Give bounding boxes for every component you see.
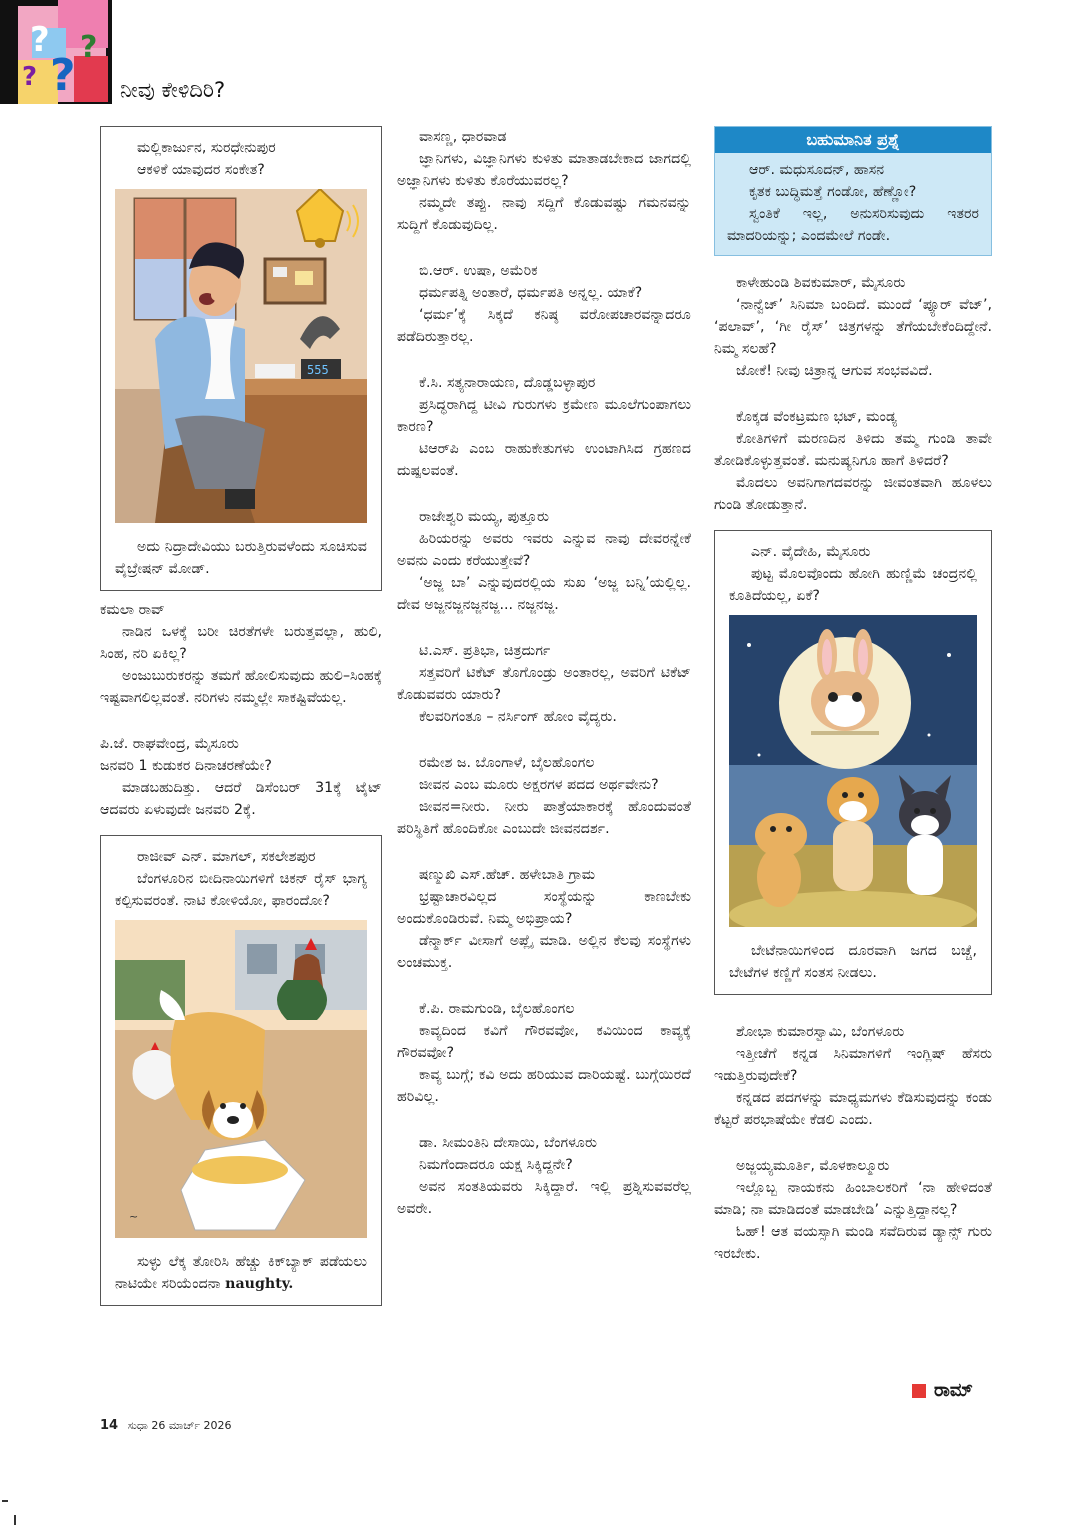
question-text: ಜ್ಞಾನಿಗಳು, ವಿಜ್ಞಾನಿಗಳು ಕುಳಿತು ಮಾತಾಡಬೇಕಾದ ಜಾಗದಲ್ಲಿ ಅಜ್ಞಾನಿಗಳು ಕುಳಿತು ಕೊರೆಯುವರಲ್ಲ? — [397, 151, 691, 189]
question-text: ಆಕಳಿಕೆ ಯಾವುದರ ಸಂಕೇತ? — [137, 162, 265, 178]
answer-text: ಅದು ನಿದ್ರಾದೇವಿಯು ಬರುತ್ತಿರುವಳೆಂದು ಸೂಚಿಸುವ ವೈಬ್ರೇಷನ್ ಮೋಡ್. — [115, 539, 367, 577]
featured-heading: ಬಹುಮಾನಿತ ಪ್ರಶ್ನೆ — [715, 127, 991, 153]
asker-name: ಬಿ.ಆರ್. ಉಷಾ, ಅಮೆರಿಕ — [419, 263, 538, 279]
author-name: ರಾಮ್ — [934, 1380, 973, 1401]
dog-eating-chicken-rice-illustration — [115, 920, 367, 1245]
clock-digits: 555 — [307, 363, 329, 377]
asker-name: ಮಲ್ಲಿಕಾರ್ಜುನ, ಸುರಧೇನುಪುರ — [137, 140, 276, 156]
answer-text: ಓಹ್! ಆತ ವಯಸ್ಸಾಗಿ ಮಂಡಿ ಸವೆದಿರುವ ಡ್ಯಾನ್ಸ್ ಗುರು ಇರಬೇಕು. — [714, 1224, 992, 1262]
question-box — [714, 530, 992, 995]
answer-text-kn: ಸುಳ್ಳು ಲೆಕ್ಕ ತೋರಿಸಿ ಹೆಚ್ಚು ಕಿಕ್‌ಬ್ಯಾಕ್ ಪಡೆಯಲು ನಾಟಿಯೇ ಸರಿಯೆಂದನಾ — [115, 1254, 367, 1292]
question-text: ನಾಡಿನ ಒಳಕ್ಕೆ ಬರೀ ಚಿರತೆಗಳೇ ಬರುತ್ತವಲ್ಲಾ, ಹುಲಿ, ಸಿಂಹ, ನರಿ ಏಕಿಲ್ಲ? — [100, 624, 382, 662]
rabbit-in-moon-with-dogs-illustration — [729, 615, 977, 934]
question-text: ಧರ್ಮಪತ್ನಿ ಅಂತಾರೆ, ಧರ್ಮಪತಿ ಅನ್ನಲ್ಲ. ಯಾಕೆ? — [419, 285, 643, 301]
section-title: ನೀವು ಕೇಳಿದಿರಿ? — [120, 78, 226, 102]
asker-name: ಟಿ.ಎಸ್. ಪ್ರತಿಭಾ, ಚಿತ್ರದುರ್ಗ — [419, 643, 551, 659]
qa-item — [397, 126, 691, 236]
question-text: ನಿಮಗೆಂದಾದರೂ ಯಕ್ಷ ಸಿಕ್ಕಿದ್ದನೇ? — [419, 1157, 573, 1173]
answer-text: ಟಿಆರ್‌ಪಿ ಎಂಬ ರಾಹುಕೇತುಗಳು ಉಂಟಾಗಿಸಿದ ಗ್ರಹಣದ ದುಷ್ಪಲವಂತೆ. — [397, 441, 691, 479]
asker-name: ಕಾಳೇಹುಂಡಿ ಶಿವಕುಮಾರ್, ಮೈಸೂರು — [736, 275, 906, 291]
answer-text: ಕಾವ್ಯ ಬುಗ್ಗೆ; ಕವಿ ಅದು ಹರಿಯುವ ದಾರಿಯಷ್ಟೆ. ಬುಗ್ಗೆಯಿರದೆ ಹರಿವಿಲ್ಲ. — [397, 1067, 691, 1105]
answer-text: ಅವನ ಸಂತತಿಯವರು ಸಿಕ್ಕಿದ್ದಾರೆ. ಇಲ್ಲಿ ಪ್ರಶ್ನಿಸುವವರೆಲ್ಲ ಅವರೇ. — [397, 1179, 691, 1217]
question-text: ಪುಟ್ಟ ಮೊಲವೊಂದು ಹೋಗಿ ಹುಣ್ಣಿಮೆ ಚಂದ್ರನಲ್ಲಿ ಕೂತಿದೆಯಲ್ಲ, ಏಕೆ? — [729, 566, 977, 604]
qa-item — [397, 1132, 691, 1220]
answer-text: ಬೇಟೆನಾಯಿಗಳಿಂದ ದೂರವಾಗಿ ಜಗದ ಬಚ್ಚೆ, ಬೇಟೆಗಳ ಕಣ್ಣಿಗೆ ಸಂತಸ ನೀಡಲು. — [729, 943, 977, 981]
question-text: ‘ನಾನ್ವೆಜ್’ ಸಿನಿಮಾ ಬಂದಿದೆ. ಮುಂದೆ ‘ಪ್ಯೂರ್ ವೆಜ್’, ‘ಪಲಾವ್’, ‘ಗೀ ರೈಸ್’ ಚಿತ್ರಗಳನ್ನು ತೆಗೆಯಬೇಕೆಂದಿದ್ದೇನೆ. ನಿಮ್ಮ ಸಲಹೆ? — [714, 297, 992, 357]
featured-question-box — [714, 126, 992, 256]
qa-item — [100, 733, 382, 821]
question-text: ಭ್ರಷ್ಟಾಚಾರವಿಲ್ಲದ ಸಂಸ್ಥೆಯನ್ನು ಕಾಣಬೇಕು ಅಂದುಕೊಂಡಿರುವೆ. ನಿಮ್ಮ ಅಭಿಪ್ರಾಯ? — [397, 889, 691, 927]
qa-item — [397, 506, 691, 616]
qa-item — [714, 272, 992, 382]
question-mark-icon: ? — [50, 50, 76, 101]
answer-text: ಅಂಜುಬುರುಕರನ್ನು ತಮಗೆ ಹೋಲಿಸುವುದು ಹುಲಿ–ಸಿಂಹಕ್ಕೆ ಇಷ್ಟವಾಗಲಿಲ್ಲವಂತೆ. ನರಿಗಳು ನಮ್ಮಲ್ಲೇ ಸಾಕಷ್ಟಿವೆಯಲ್ಲ. — [100, 668, 382, 706]
column-logo — [0, 0, 112, 104]
qa-item — [397, 864, 691, 974]
qa-item — [714, 1021, 992, 1131]
crop-mark — [2, 1500, 8, 1502]
asker-name: ಷಣ್ಮುಖಿ ಎಸ್.ಹೆಚ್. ಹಳೇಬಾತಿ ಗ್ರಾಮ — [419, 867, 596, 883]
qa-item — [397, 640, 691, 728]
answer-text: ಸ್ವಂತಿಕೆ ಇಲ್ಲ, ಅನುಸರಿಸುವುದು ಇತರರ ಮಾದರಿಯನ್ನು; ಎಂದಮೇಲೆ ಗಂಡೇ. — [727, 206, 979, 244]
asker-name: ಶೋಭಾ ಕುಮಾರಸ್ವಾಮಿ, ಬೆಂಗಳೂರು — [736, 1024, 905, 1040]
author-signature — [912, 1380, 973, 1401]
question-text: ಪ್ರಸಿದ್ಧರಾಗಿದ್ದ ಟೀವಿ ಗುರುಗಳು ಕ್ರಮೇಣ ಮೂಲೆಗುಂಪಾಗಲು ಕಾರಣ? — [397, 397, 691, 435]
asker-name: ರಾಜೀವ್ ಎನ್. ಮಾಗಲ್, ಸಕಲೇಶಪುರ — [137, 849, 316, 865]
question-text: ಜೀವನ ಎಂಬ ಮೂರು ಅಕ್ಷರಗಳ ಪದದ ಅರ್ಥವೇನು? — [419, 777, 659, 793]
svg-text:~: ~ — [129, 1210, 139, 1223]
page-footer — [100, 1418, 232, 1433]
qa-item — [100, 599, 382, 709]
qa-item — [397, 998, 691, 1108]
yawning-man-illustration — [115, 189, 367, 530]
publication-info: ಸುಧಾ 26 ಮಾರ್ಚ್ 2026 — [127, 1419, 232, 1432]
question-mark-icon: ? — [80, 30, 98, 65]
answer-text: ಜೀವನ=ನೀರು. ನೀರು ಪಾತ್ರೆಯಾಕಾರಕ್ಕೆ ಹೊಂದುವಂತೆ ಪರಿಸ್ಥಿತಿಗೆ ಹೊಂದಿಕೋ ಎಂಬುದೇ ಜೀವನದರ್ಶ. — [397, 799, 691, 837]
asker-name: ವಾಸಣ್ಣ, ಧಾರವಾಡ — [419, 129, 507, 145]
answer-text: ‘ಧರ್ಮ’ಕ್ಕೆ ಸಿಕ್ಕದೆ ಕನಿಷ್ಠ ವರೋಪಚಾರವನ್ನಾದರೂ ಪಡೆದಿರುತ್ತಾರಲ್ಲ. — [397, 307, 691, 345]
qa-item — [397, 260, 691, 348]
answer-text: ನಮ್ಮದೇ ತಪ್ಪು. ನಾವು ಸದ್ದಿಗೆ ಕೊಡುವಷ್ಟು ಗಮನವನ್ನು ಸುದ್ದಿಗೆ ಕೊಡುವುದಿಲ್ಲ. — [397, 195, 691, 233]
question-box — [100, 126, 382, 591]
qa-item — [397, 372, 691, 482]
question-text: ಬೆಂಗಳೂರಿನ ಬೀದಿನಾಯಿಗಳಿಗೆ ಚಿಕನ್ ರೈಸ್ ಭಾಗ್ಯ ಕಲ್ಪಿಸುವರಂತೆ. ನಾಟಿ ಕೋಳಿಯೋ, ಫಾರಂದೋ? — [115, 871, 367, 909]
asker-name: ಡಾ. ಸೀಮಂತಿನಿ ದೇಸಾಯಿ, ಬೆಂಗಳೂರು — [419, 1135, 597, 1151]
asker-name: ಕೊಕ್ಕಡ ವೆಂಕಟ್ರಮಣ ಭಟ್, ಮಂಡ್ಯ — [736, 409, 897, 425]
column-left — [100, 126, 382, 1306]
question-text: ಕೋತಿಗಳಿಗೆ ಮರಣದಿನ ತಿಳಿದು ತಮ್ಮ ಗುಂಡಿ ತಾವೇ ತೋಡಿಕೊಳ್ಳುತ್ತವಂತೆ. ಮನುಷ್ಯನಿಗೂ ಹಾಗೆ ತಿಳಿದರೆ? — [714, 431, 992, 469]
question-text: ಸತ್ತವರಿಗೆ ಟಿಕೆಟ್ ತೊಗೊಂಡ್ರು ಅಂತಾರಲ್ಲ, ಅವರಿಗೆ ಟಿಕೆಟ್ ಕೊಡುವವರು ಯಾರು? — [397, 665, 691, 703]
column-middle — [397, 126, 691, 1244]
question-text: ಇಲ್ಲೊಬ್ಬ ನಾಯಕನು ಹಿಂಬಾಲಕರಿಗೆ ‘ನಾ ಹೇಳಿದಂತೆ ಮಾಡಿ; ನಾ ಮಾಡಿದಂತೆ ಮಾಡಬೇಡಿ’ ಎನ್ನುತ್ತಿದ್ದಾನಲ್ಲ? — [714, 1180, 992, 1218]
column-right — [714, 126, 992, 1289]
crop-mark — [14, 1515, 16, 1525]
question-text: ಜನವರಿ 1 ಕುಡುಕರ ದಿನಾಚರಣೆಯೇ? — [100, 758, 272, 774]
question-text: ಹಿರಿಯರನ್ನು ಅವರು ಇವರು ಎನ್ನುವ ನಾವು ದೇವರನ್ನೇಕೆ ಅವನು ಎಂದು ಕರೆಯುತ್ತೇವೆ? — [397, 531, 691, 569]
question-box — [100, 835, 382, 1306]
question-text: ಇತ್ತೀಚೆಗೆ ಕನ್ನಡ ಸಿನಿಮಾಗಳಿಗೆ ಇಂಗ್ಲಿಷ್ ಹೆಸರು ಇಡುತ್ತಿರುವುದೇಕೆ? — [714, 1046, 992, 1084]
answer-text: ಕನ್ನಡದ ಪದಗಳನ್ನು ಮಾಧ್ಯಮಗಳು ಕೆಡಿಸುವುದನ್ನು ಕಂಡು ಕೆಟ್ಟರೆ ಪರಭಾಷೆಯೇ ಕೆಡಲಿ ಎಂದು. — [714, 1090, 992, 1128]
answer-text: ಕೆಲವರಿಗಂತೂ – ನರ್ಸಿಂಗ್ ಹೋಂ ವೈದ್ಯರು. — [419, 709, 617, 725]
question-text: ಕಾವ್ಯದಿಂದ ಕವಿಗೆ ಗೌರವವೋ, ಕವಿಯಿಂದ ಕಾವ್ಯಕ್ಕೆ ಗೌರವವೋ? — [397, 1023, 691, 1061]
answer-text: ಜೋಕೆ! ನೀವು ಚಿತ್ರಾನ್ನ ಆಗುವ ಸಂಭವವಿದೆ. — [736, 363, 933, 379]
question-mark-icon: ? — [22, 62, 38, 92]
answer-text-en: naughty. — [225, 1276, 294, 1292]
asker-name: ಕಮಲಾ ರಾವ್ — [100, 602, 165, 618]
answer-text: ಡೆನ್ಮಾರ್ಕ್ ವೀಸಾಗೆ ಅಪ್ಲೈ ಮಾಡಿ. ಅಲ್ಲಿನ ಕೆಲವು ಸಂಸ್ಥೆಗಳು ಲಂಚಮುಕ್ತ. — [397, 933, 691, 971]
asker-name: ಆರ್. ಮಧುಸೂದನ್, ಹಾಸನ — [749, 162, 885, 178]
asker-name: ಪಿ.ಜೆ. ರಾಘವೇಂದ್ರ, ಮೈಸೂರು — [100, 736, 239, 752]
qa-item — [714, 406, 992, 516]
page-number: 14 — [100, 1418, 119, 1433]
question-text: ಕೃತಕ ಬುದ್ಧಿಮತ್ತೆ ಗಂಡೋ, ಹೆಣ್ಣೋ? — [749, 184, 917, 200]
answer-text: ಮಾಡಬಹುದಿತ್ತು. ಆದರೆ ಡಿಸೆಂಬರ್ 31ಕ್ಕೆ ಟೈಟ್ ಆದವರು ಏಳುವುದೇ ಜನವರಿ 2ಕ್ಕೆ. — [100, 780, 382, 818]
question-mark-icon: ? — [30, 20, 50, 60]
asker-name: ಕೆ.ಸಿ. ಸತ್ಯನಾರಾಯಣ, ದೊಡ್ಡಬಳ್ಳಾಪುರ — [419, 375, 596, 391]
asker-name: ರಾಜೇಶ್ವರಿ ಮಯ್ಯ, ಪುತ್ತೂರು — [419, 509, 550, 525]
asker-name: ಕೆ.ಪಿ. ರಾಮಗುಂಡಿ, ಬೈಲಹೊಂಗಲ — [419, 1001, 575, 1017]
qa-item — [714, 1155, 992, 1265]
asker-name: ಅಜ್ಜಯ್ಯಮೂರ್ತಿ, ಮೊಳಕಾಲ್ಮೂರು — [736, 1158, 890, 1174]
answer-text: ‘ಅಜ್ಜ ಬಾ’ ಎನ್ನುವುದರಲ್ಲಿಯ ಸುಖ ‘ಅಜ್ಜ ಬನ್ನಿ’ಯಲ್ಲಿಲ್ಲ. ದೇವ ಅಜ್ಜನಜ್ಜನಜ್ಜನಜ್ಜ... ನಜ್ಜನಜ್ಜ. — [397, 575, 691, 613]
asker-name: ರಮೇಶ ಜ. ಬೊಂಗಾಳೆ, ಬೈಲಹೊಂಗಲ — [419, 755, 595, 771]
asker-name: ಎನ್. ವೈದೇಹಿ, ಮೈಸೂರು — [751, 544, 871, 560]
qa-item — [397, 752, 691, 840]
red-square-icon — [912, 1384, 926, 1398]
answer-text — [115, 1251, 367, 1295]
answer-text: ಮೊದಲು ಅವನಿಗಾಗದವರನ್ನು ಜೀವಂತವಾಗಿ ಹೂಳಲು ಗುಂಡಿ ತೋಡುತ್ತಾನೆ. — [714, 475, 992, 513]
